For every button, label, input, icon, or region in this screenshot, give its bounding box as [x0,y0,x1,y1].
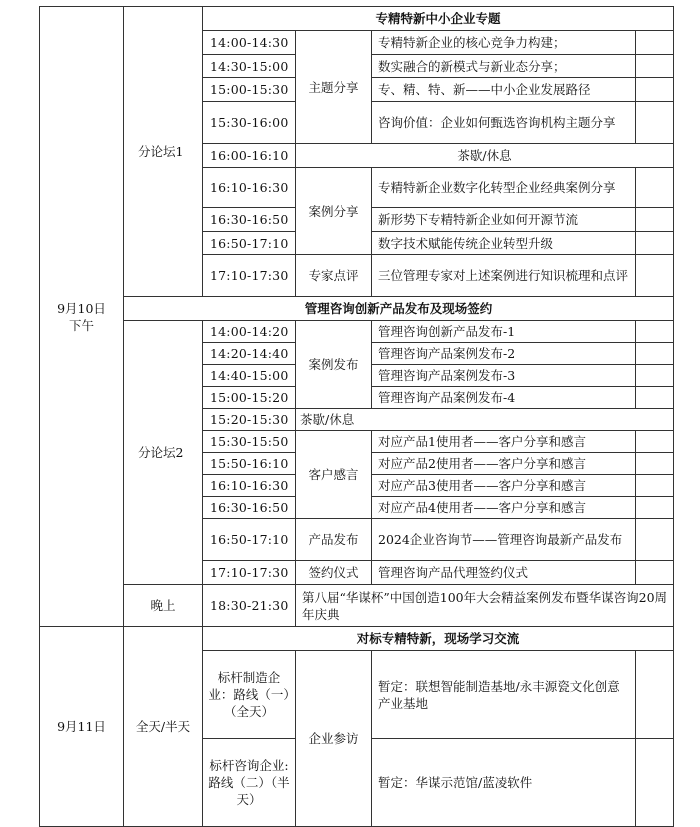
date: 9月10日 [57,300,106,316]
session-desc: 咨询价值：企业如何甄选咨询机构主题分享 [372,102,636,144]
session-time: 14:00-14:20 [203,321,296,343]
day2-date: 9月11日 [40,627,124,827]
session-time: 17:10-17:30 [203,255,296,297]
session-desc: 2024企业咨询节——管理咨询最新产品发布 [372,519,636,561]
group-label: 案例发布 [296,321,372,409]
session-desc: 专精特新企业数字化转型企业经典案例分享 [372,168,636,208]
forum2-label: 分论坛2 [124,321,203,585]
route-name: 标杆咨询企业:路线（二）（半天） [203,739,296,827]
session-time: 15:30-16:00 [203,102,296,144]
session-time: 16:10-16:30 [203,168,296,208]
session-desc: 管理咨询产品代理签约仪式 [372,561,636,585]
session-time: 16:30-16:50 [203,497,296,519]
session-desc: 管理咨询产品案例发布-2 [372,343,636,365]
group-label: 主题分享 [296,31,372,144]
break-label: 茶歇/休息 [296,409,674,431]
group-label: 专家点评 [296,255,372,297]
session-desc: 管理咨询产品案例发布-4 [372,387,636,409]
forum2-heading: 管理咨询创新产品发布及现场签约 [124,297,674,321]
session-desc: 对应产品2使用者——客户分享和感言 [372,453,636,475]
route-desc: 暂定：华谋示范馆/蓝凌软件 [372,739,636,827]
session-time: 16:10-16:30 [203,475,296,497]
break-label: 茶歇/休息 [296,144,674,168]
session-time: 14:30-15:00 [203,55,296,78]
day1-date-cell [40,7,124,627]
group-label: 客户感言 [296,431,372,519]
session-time: 15:30-15:50 [203,431,296,453]
day2-heading: 对标专精特新，现场学习交流 [203,627,674,651]
session-desc: 三位管理专家对上述案例进行知识梳理和点评 [372,255,636,297]
session-time: 17:10-17:30 [203,561,296,585]
session-time: 16:50-17:10 [203,519,296,561]
schedule-table [39,6,674,827]
group-label: 案例分享 [296,168,372,255]
evening-label: 晚上 [124,585,203,627]
route-desc: 暂定：联想智能制造基地/永丰源瓷文化创意产业基地 [372,651,636,739]
session-desc: 对应产品4使用者——客户分享和感言 [372,497,636,519]
session-time: 15:20-15:30 [203,409,296,431]
session-time: 14:40-15:00 [203,365,296,387]
session-time: 15:00-15:30 [203,78,296,102]
session-time: 16:30-16:50 [203,208,296,232]
session-desc: 管理咨询创新产品发布-1 [372,321,636,343]
session-desc: 数字技术赋能传统企业转型升级 [372,232,636,255]
session-time: 16:50-17:10 [203,232,296,255]
group-label: 产品发布 [296,519,372,561]
forum1-heading: 专精特新中小企业专题 [203,7,674,31]
session-desc: 对应产品3使用者——客户分享和感言 [372,475,636,497]
session-time: 18:30-21:30 [203,585,296,627]
route-name: 标杆制造企业：路线（一）（全天） [203,651,296,739]
evening-desc: 第八届“华谋杯”中国创造100年大会精益案例发布暨华谋咨询20周年庆典 [296,585,674,627]
session-time: 14:20-14:40 [203,343,296,365]
period: 下午 [68,317,94,333]
activity-label: 企业参访 [296,651,372,827]
forum1-label: 分论坛1 [124,7,203,297]
session-time: 14:00-14:30 [203,31,296,55]
group-label: 签约仪式 [296,561,372,585]
session-time: 16:00-16:10 [203,144,296,168]
session-desc: 专精特新企业的核心竞争力构建； [372,31,636,55]
session-desc: 管理咨询产品案例发布-3 [372,365,636,387]
session-desc: 数实融合的新模式与新业态分享； [372,55,636,78]
session-desc: 对应产品1使用者——客户分享和感言 [372,431,636,453]
session-desc: 新形势下专精特新企业如何开源节流 [372,208,636,232]
session-time: 15:00-15:20 [203,387,296,409]
session-desc: 专、精、特、新——中小企业发展路径 [372,78,636,102]
day2-span: 全天/半天 [124,627,203,827]
session-time: 15:50-16:10 [203,453,296,475]
